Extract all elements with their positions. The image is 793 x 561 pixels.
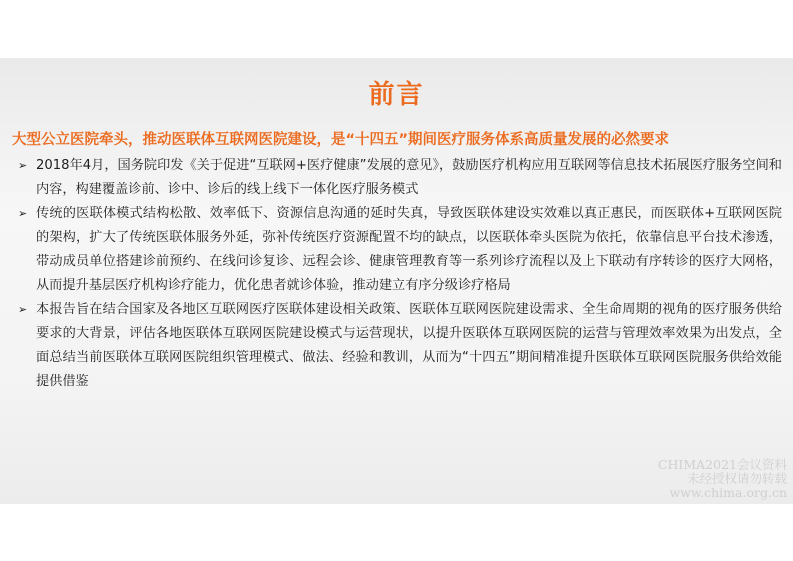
bullet-item: [18, 298, 782, 394]
arrow-bullet-icon: ➢: [18, 159, 28, 172]
watermark-line: 未经授权请勿转载: [686, 471, 787, 486]
watermark: [658, 458, 787, 500]
bullet-text: 2018年4月，国务院印发《关于促进“互联网+医疗健康”发展的意见》，鼓励医疗机构应用互联网等信息技术拓展医疗服务空间和内容，构建覆盖诊前、诊中、诊后的线上线下一体化医疗服务模式: [36, 158, 782, 197]
slide: [0, 58, 793, 504]
bullet-list: [18, 154, 782, 394]
slide-title: 前言: [368, 80, 425, 110]
arrow-bullet-icon: ➢: [18, 303, 28, 316]
watermark-line: www.chima.org.cn: [669, 485, 787, 500]
bullet-text: 本报告旨在结合国家及各地区互联网医疗医联体建设相关政策、医联体互联网医院建设需求、全生命周期的视角的医疗服务供给要求的大背景，评估各地医联体互联网医院建设模式与运营现状，以提升医联体互联网医院的运营与管理效率效果为出发点，全面总结当前医联体互联网医院组织管理模式、做法、经验和教训，从而为“十四五”期间精准提升医联体互联网医院服务供给效能提供借鉴: [36, 302, 782, 389]
watermark-line: CHIMA2021会议资料: [657, 457, 787, 472]
bullet-item: [18, 154, 782, 202]
arrow-bullet-icon: ➢: [18, 207, 28, 220]
bullet-text: 传统的医联体模式结构松散、效率低下、资源信息沟通的延时失真，导致医联体建设实效难以真正惠民，而医联体+互联网医院的架构，扩大了传统医联体服务外延，弥补传统医疗资源配置不均的缺点，以医联体牵头医院为依托，依靠信息平台技术渗透，带动成员单位搭建诊前预约、在线问诊复诊、远程会诊、健康管理教育等一系列诊疗流程以及上下联动有序转诊的医疗大网格，从而提升基层医疗机构诊疗能力，优化患者就诊体验，推动建立有序分级诊疗格局: [36, 206, 782, 293]
bullet-item: [18, 202, 782, 298]
slide-subtitle: 大型公立医院牵头，推动医联体互联网医院建设，是“十四五”期间医疗服务体系高质量发展的必然要求: [12, 132, 670, 148]
